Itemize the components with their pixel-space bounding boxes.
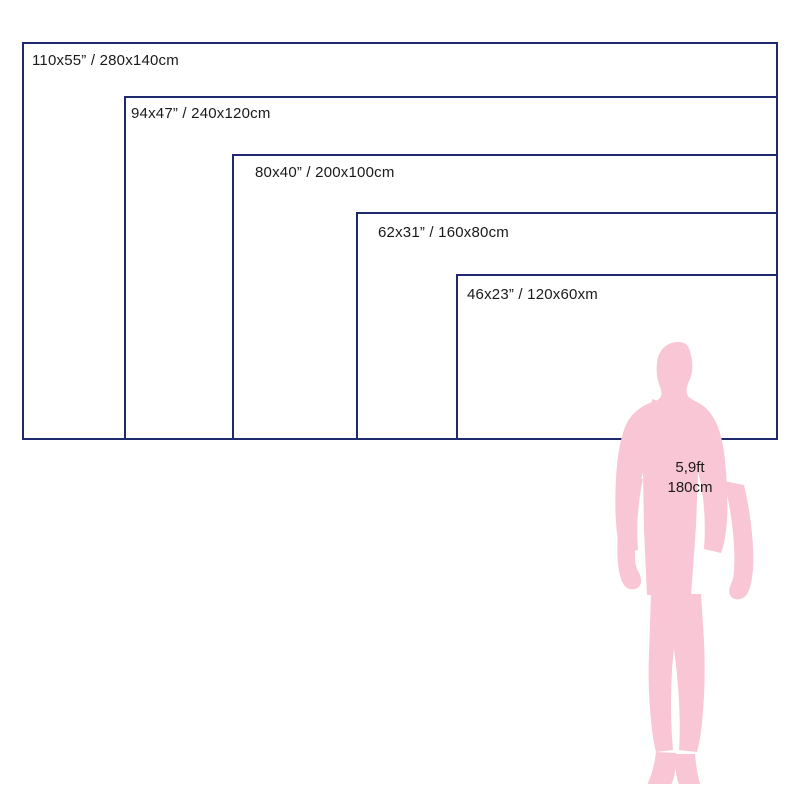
size-label-120x60: 46x23” / 120x60xm	[467, 286, 598, 303]
size-label-240x120: 94x47” / 240x120cm	[131, 105, 271, 122]
person-height-cm-label: 180cm	[667, 479, 713, 496]
person-height-ft-label: 5,9ft	[675, 459, 705, 476]
size-label-200x100: 80x40” / 200x100cm	[255, 164, 395, 181]
size-label-280x140: 110x55” / 280x140cm	[32, 52, 179, 69]
human-silhouette-icon	[582, 336, 774, 784]
size-label-160x80: 62x31” / 160x80cm	[378, 224, 509, 241]
